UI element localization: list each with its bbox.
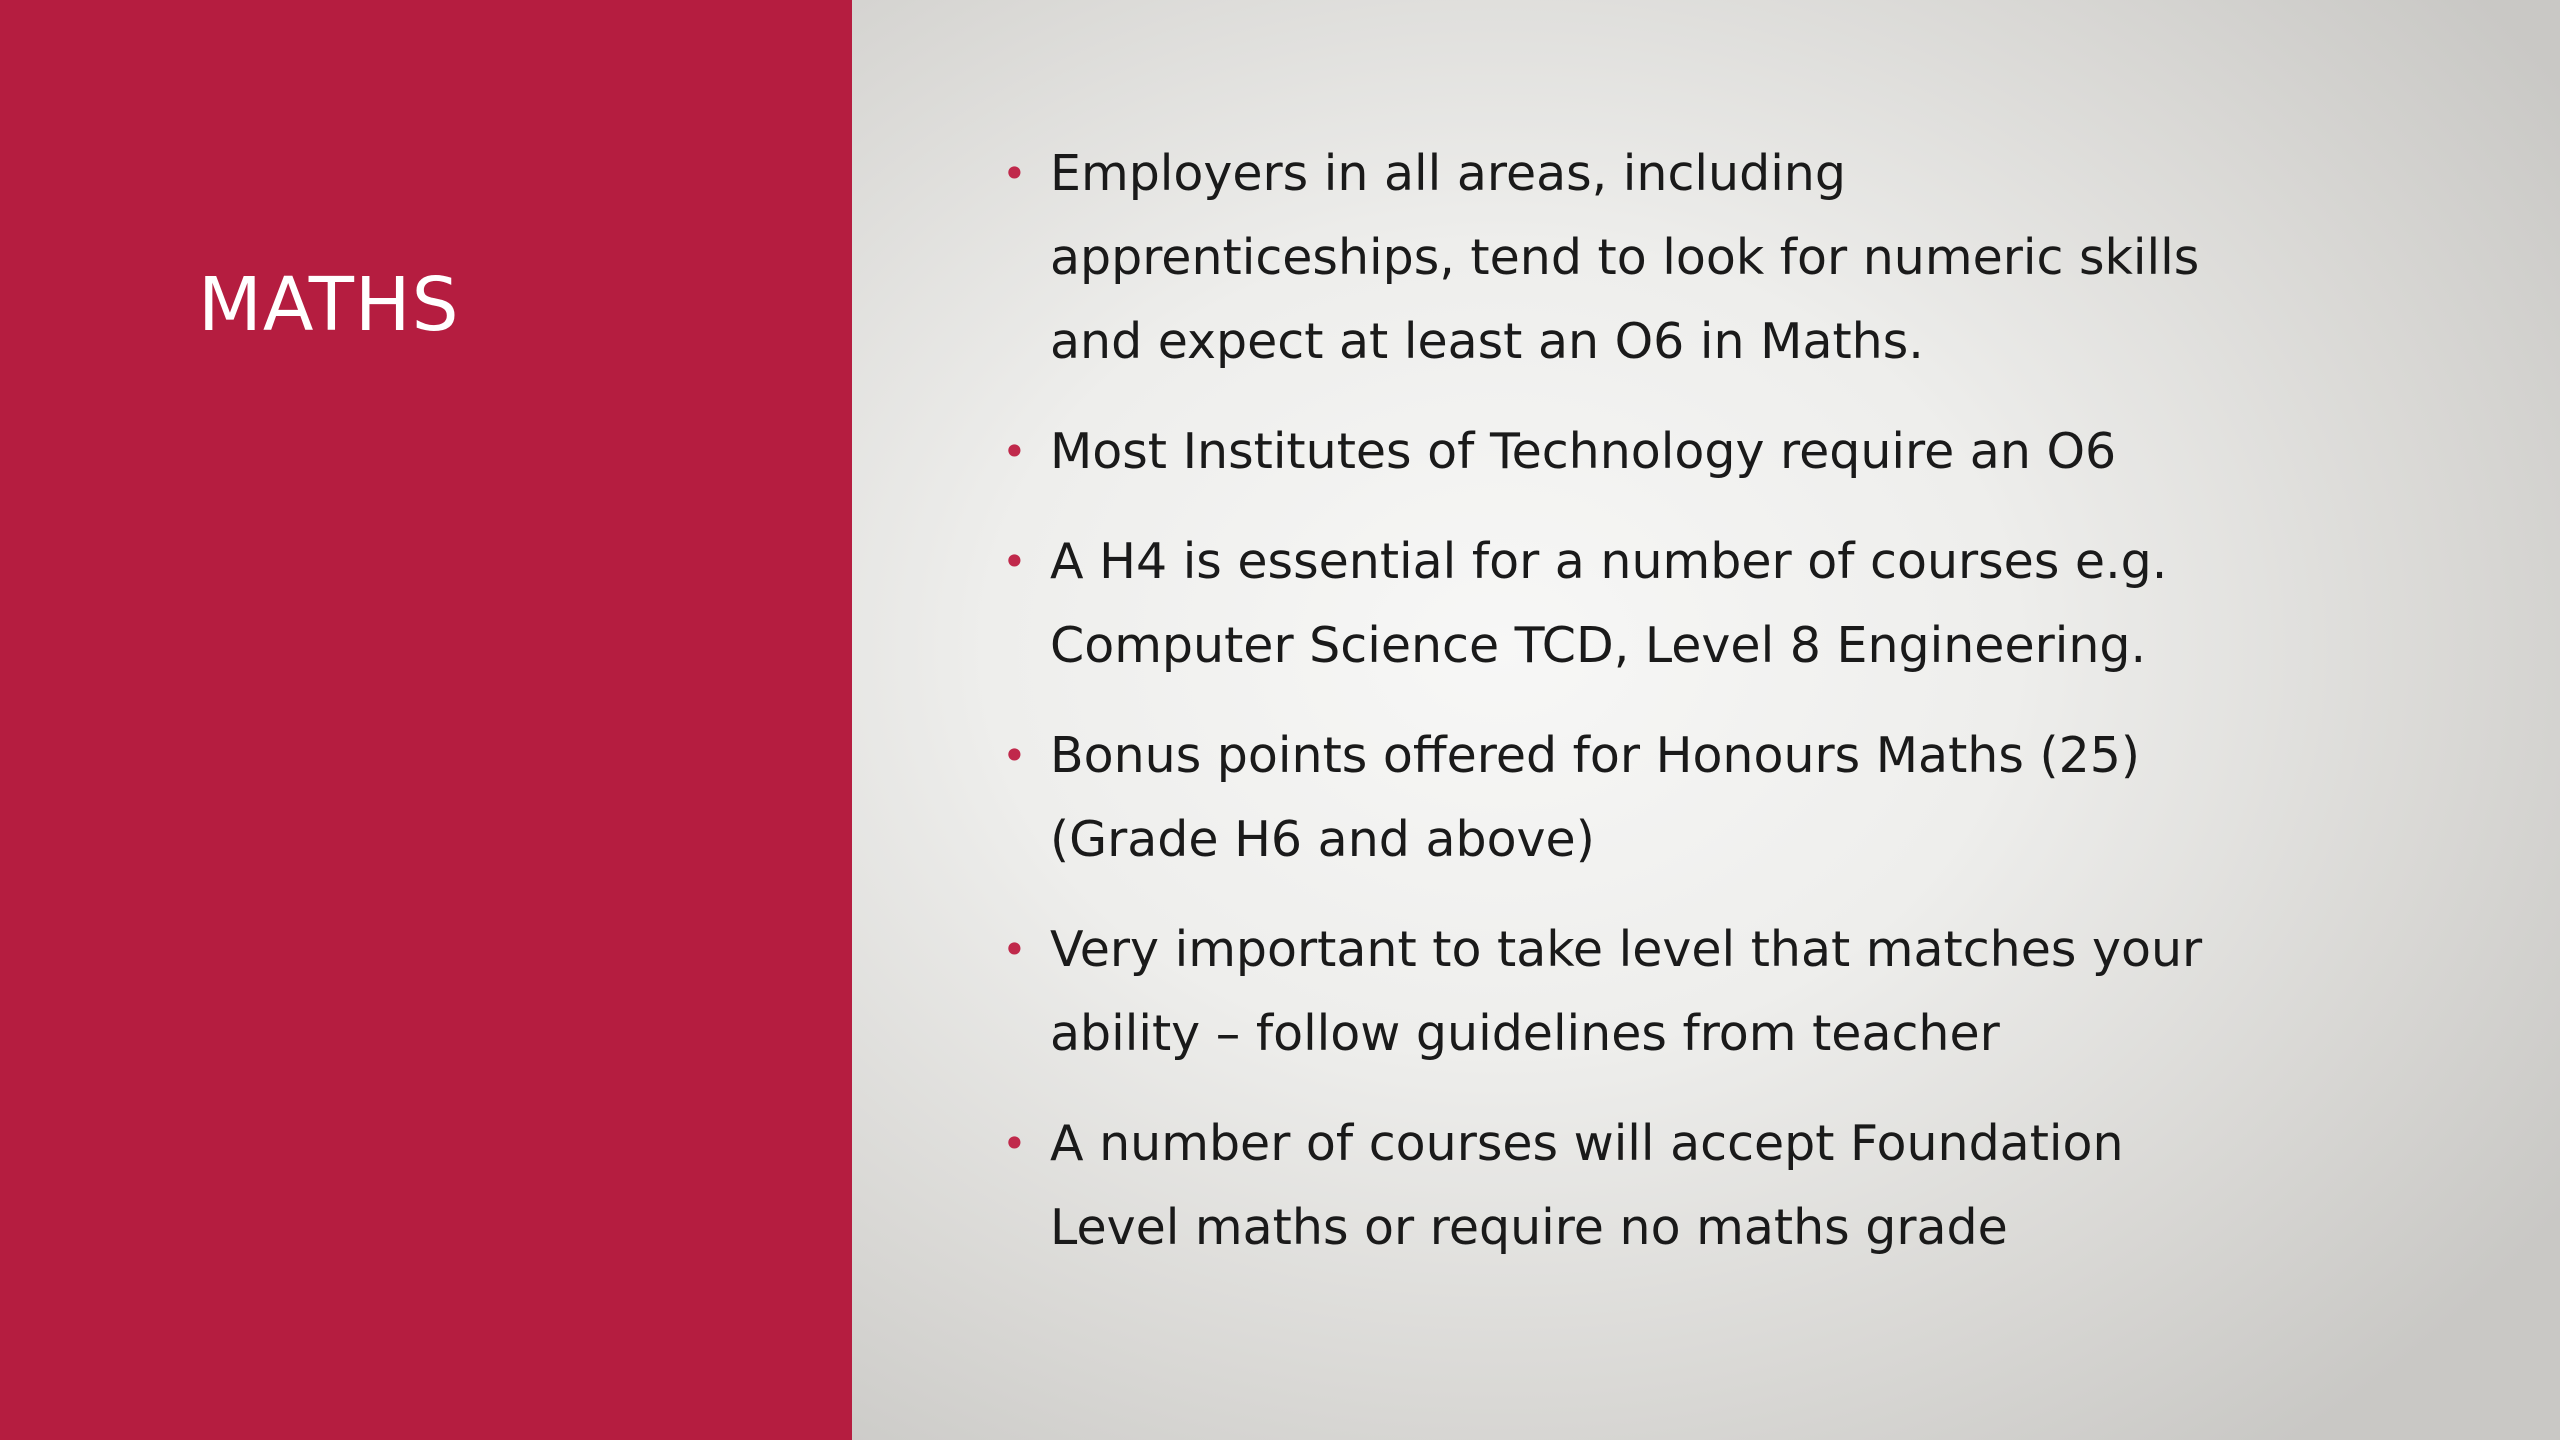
bullet-list [1002,132,2242,1296]
bullet-text: A H4 is essential for a number of courses e.g. Computer Science TCD, Level 8 Engineering. [1050,533,2168,674]
bullet-item [1002,410,2242,494]
bullet-text: Very important to take level that matches your ability – follow guidelines from teacher [1050,921,2203,1062]
bullet-icon: • [1002,1119,1027,1168]
bullet-icon: • [1002,427,1027,476]
bullet-item [1002,132,2242,384]
bullet-item [1002,520,2242,688]
bullet-text: Most Institutes of Technology require an O6 [1050,423,2117,480]
bullet-item [1002,714,2242,882]
title-panel [0,0,852,1440]
bullet-text: A number of courses will accept Foundation Level maths or require no maths grade [1050,1115,2124,1256]
bullet-text: Employers in all areas, including apprenticeships, tend to look for numeric skills and expect at least an O6 in Maths. [1050,145,2200,370]
slide-title: MATHS [198,262,460,348]
bullet-item [1002,908,2242,1076]
bullet-text: Bonus points offered for Honours Maths (25) (Grade H6 and above) [1050,727,2141,868]
bullet-item [1002,1102,2242,1270]
bullet-icon: • [1002,149,1027,198]
bullet-icon: • [1002,925,1027,974]
bullet-icon: • [1002,537,1027,586]
bullet-icon: • [1002,731,1027,780]
